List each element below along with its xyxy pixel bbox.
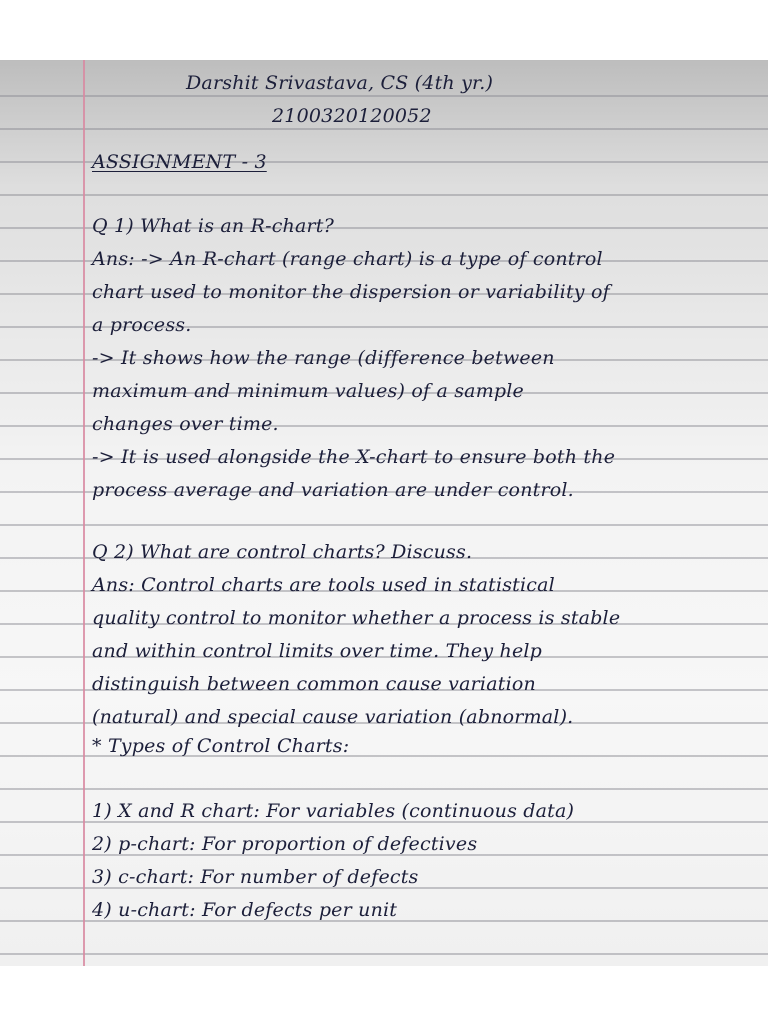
q1-question: Q 1) What is an R-chart?	[92, 215, 335, 237]
chart-type-item: 1) X and R chart: For variables (continuous data)	[92, 800, 575, 822]
q1-answer-line: maximum and minimum values) of a sample	[92, 380, 525, 402]
q2-answer-line: * Types of Control Charts:	[92, 735, 350, 757]
q2-answer-line: (natural) and special cause variation (abnormal).	[92, 706, 574, 728]
student-name-line: Darshit Srivastava, CS (4th yr.)	[186, 72, 494, 94]
q1-answer-line: -> It is used alongside the X-chart to ensure both the	[92, 446, 616, 468]
chart-type-item: 4) u-chart: For defects per unit	[92, 899, 398, 921]
roll-number: 2100320120052	[272, 105, 432, 127]
q2-answer-line: quality control to monitor whether a process is stable	[92, 607, 621, 629]
q1-answer-line: process average and variation are under control.	[92, 479, 574, 501]
q2-answer-line: Ans: Control charts are tools used in statistical	[92, 574, 555, 596]
chart-type-item: 3) c-chart: For number of defects	[92, 866, 419, 888]
q2-answer-line: distinguish between common cause variation	[92, 673, 536, 695]
q1-answer-line: chart used to monitor the dispersion or variability of	[92, 281, 610, 303]
q1-answer-line: -> It shows how the range (difference between	[92, 347, 555, 369]
notebook-page	[0, 60, 768, 966]
q2-answer-line: and within control limits over time. They help	[92, 640, 543, 662]
ruled-lines	[0, 60, 768, 966]
q2-question: Q 2) What are control charts? Discuss.	[92, 541, 473, 563]
q1-answer-line: changes over time.	[92, 413, 279, 435]
q1-answer-line: a process.	[92, 314, 192, 336]
q1-answer-line: Ans: -> An R-chart (range chart) is a type of control	[92, 248, 603, 270]
chart-type-item: 2) p-chart: For proportion of defectives	[92, 833, 478, 855]
assignment-title: ASSIGNMENT - 3	[92, 151, 267, 173]
